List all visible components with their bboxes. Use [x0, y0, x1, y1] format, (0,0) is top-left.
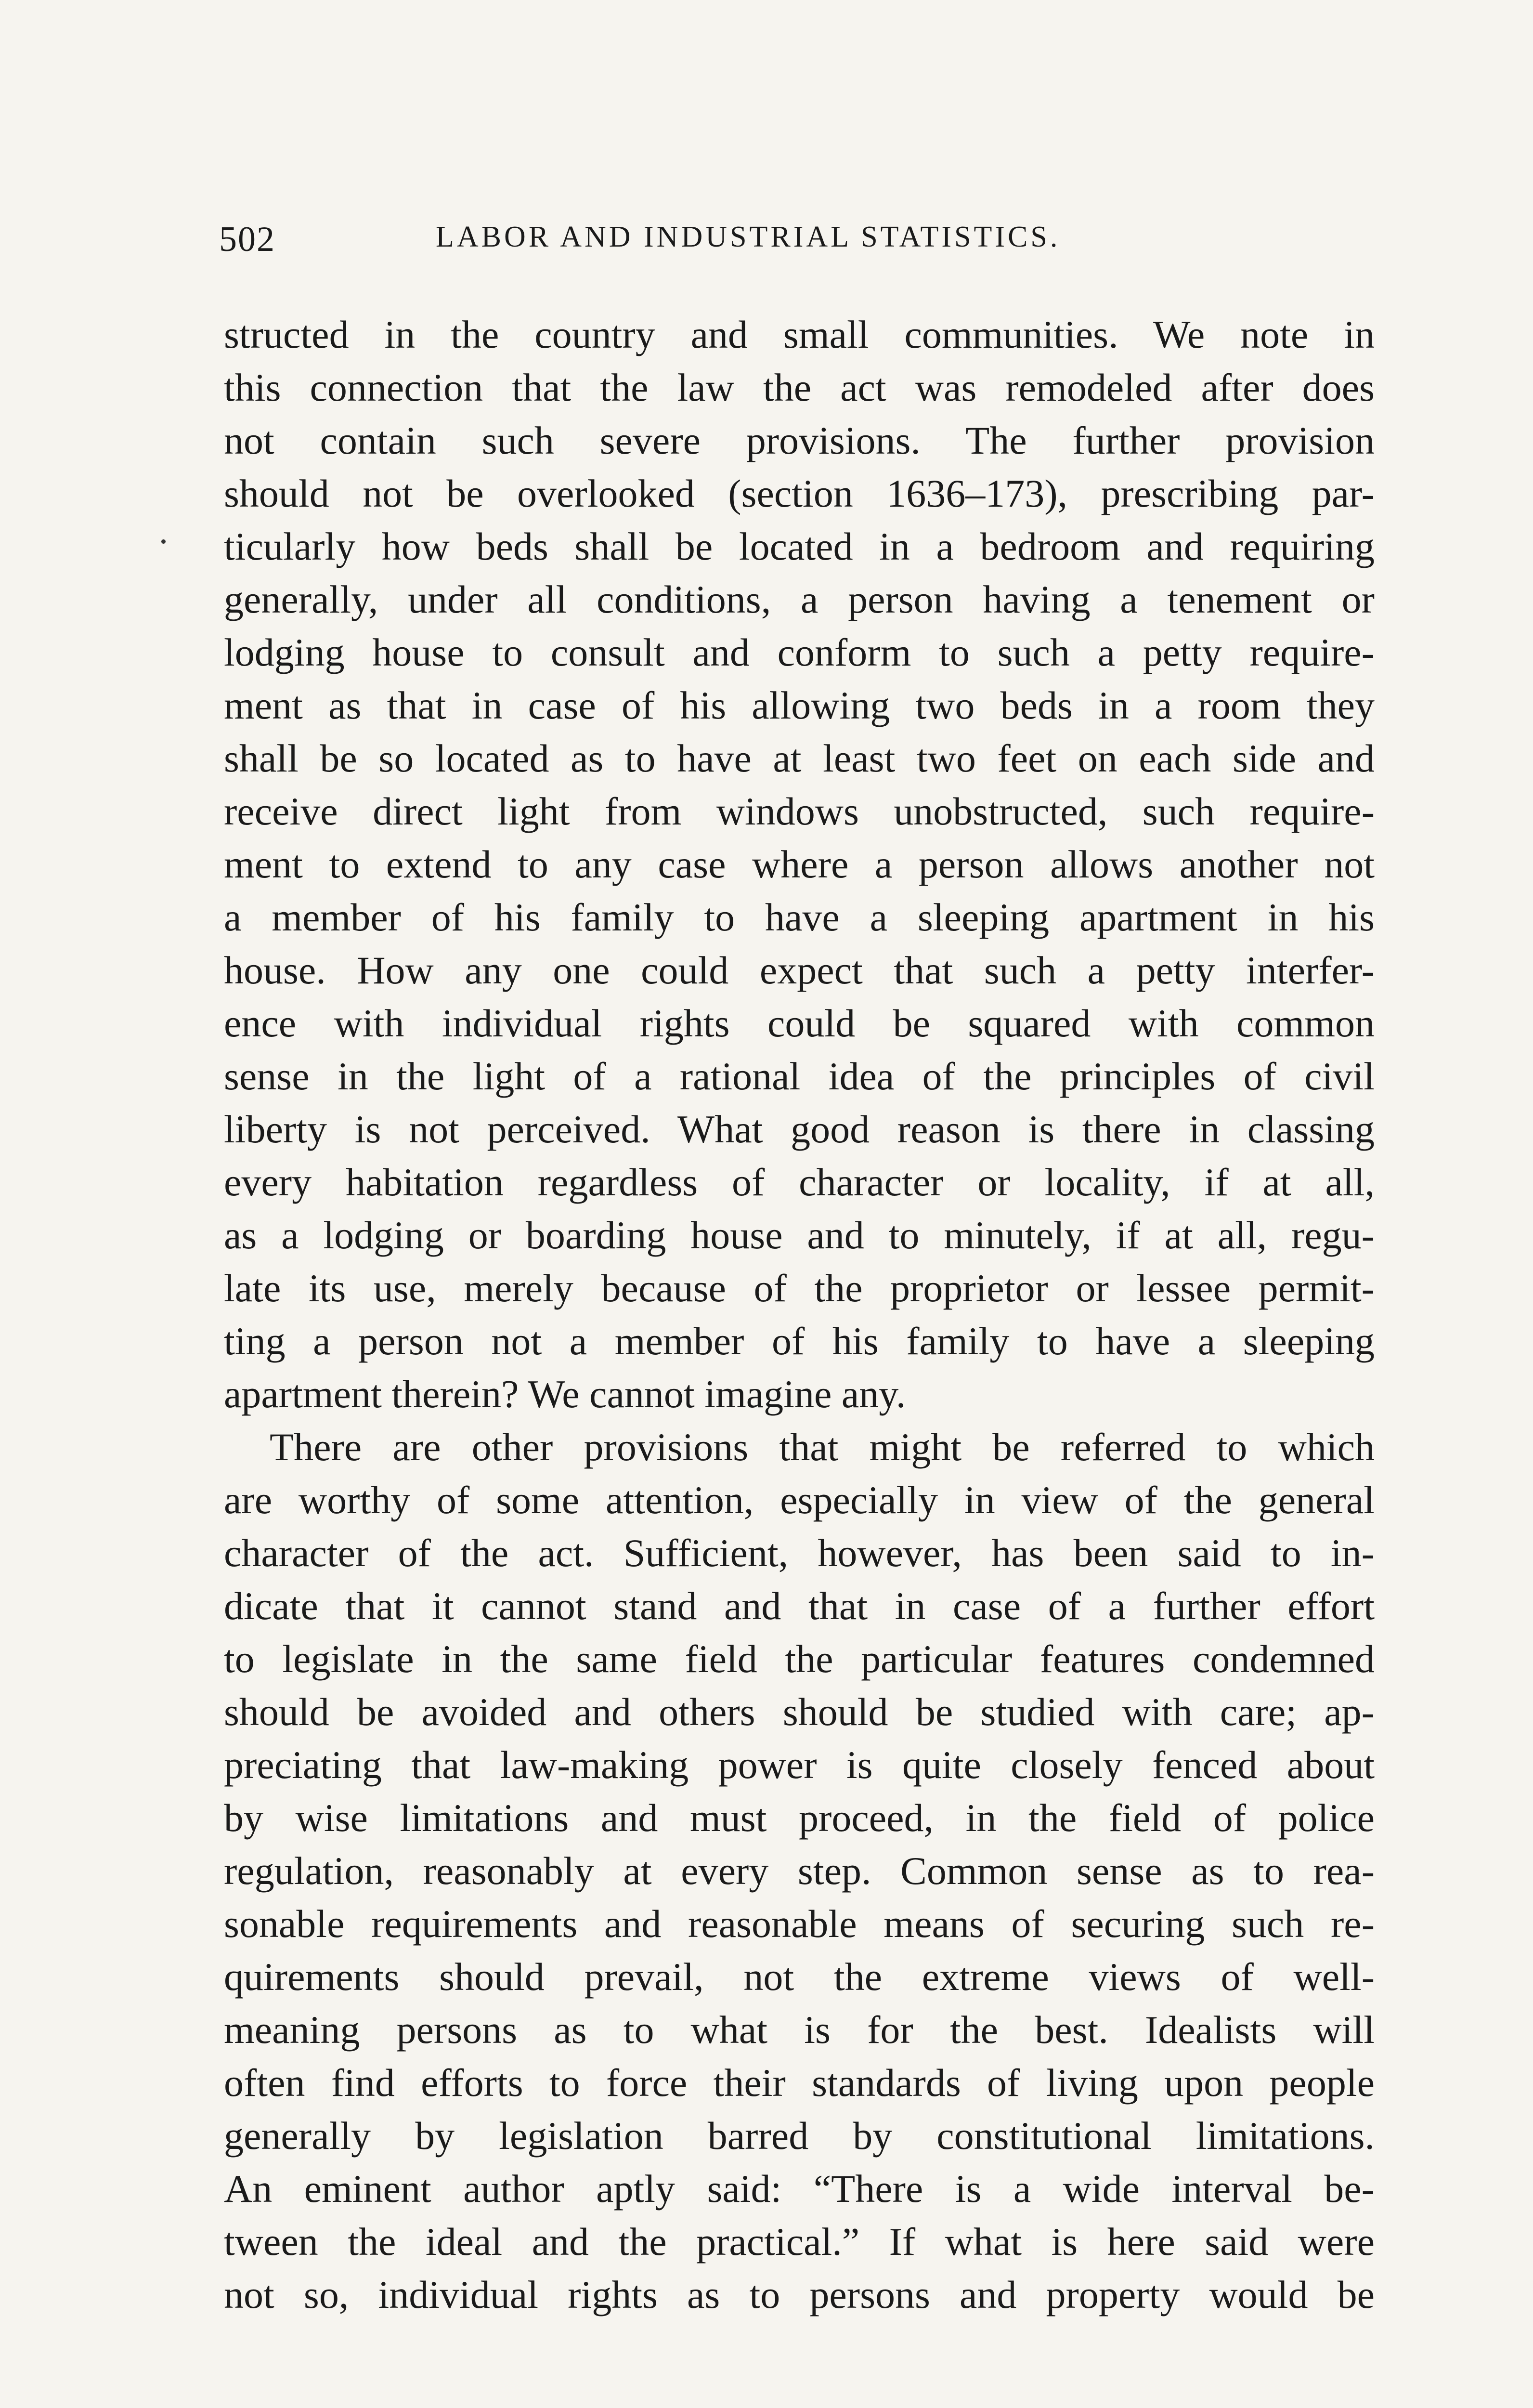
text-line: ting a person not a member of his family to have a sleeping — [224, 1319, 1375, 1363]
text-line: late its use, merely because of the proprietor or lessee permit- — [224, 1266, 1375, 1310]
text-line: ment to extend to any case where a person allows another not — [224, 842, 1375, 886]
text-line: generally, under all conditions, a person having a tenement or — [224, 577, 1375, 621]
text-line: every habitation regardless of character or locality, if at all, — [224, 1160, 1375, 1204]
text-line: ence with individual rights could be squared with common — [224, 1001, 1375, 1045]
text-line: dicate that it cannot stand and that in case of a further effort — [224, 1584, 1375, 1628]
text-line: character of the act. Sufficient, however, has been said to in- — [224, 1531, 1375, 1575]
text-line: to legislate in the same field the particular features condemned — [224, 1637, 1375, 1681]
text-line: not so, individual rights as to persons and property would be — [224, 2273, 1375, 2316]
margin-speck — [161, 539, 166, 544]
page-header — [219, 219, 1379, 267]
paragraph-1 — [224, 308, 1375, 1421]
text-line: house. How any one could expect that such a petty interfer- — [224, 948, 1375, 992]
text-line: should not be overlooked (section 1636–173), prescribing par- — [224, 471, 1375, 515]
text-line: liberty is not perceived. What good reason is there in classing — [224, 1107, 1375, 1151]
paragraph-2 — [224, 1421, 1375, 2321]
text-line: often find efforts to force their standards of living upon people — [224, 2061, 1375, 2105]
text-line: lodging house to consult and conform to such a petty require- — [224, 630, 1375, 674]
text-line: as a lodging or boarding house and to minutely, if at all, regu- — [224, 1213, 1375, 1257]
text-line: sonable requirements and reasonable means of securing such re- — [224, 1902, 1375, 1946]
text-line: quirements should prevail, not the extreme views of well- — [224, 1955, 1375, 1999]
text-line: structed in the country and small communities. We note in — [224, 313, 1375, 356]
text-line: An eminent author aptly said: “There is a wide interval be- — [224, 2167, 1375, 2211]
text-line: a member of his family to have a sleeping apartment in his — [224, 895, 1375, 939]
text-line: ticularly how beds shall be located in a bedroom and requiring — [224, 524, 1375, 568]
text-line: not contain such severe provisions. The further provision — [224, 419, 1375, 462]
text-line: this connection that the law the act was remodeled after does — [224, 366, 1375, 409]
text-line: receive direct light from windows unobstructed, such require- — [224, 789, 1375, 833]
running-head: LABOR AND INDUSTRIAL STATISTICS. — [436, 221, 1061, 253]
text-line: preciating that law-making power is quite closely fenced about — [224, 1743, 1375, 1787]
text-line: sense in the light of a rational idea of the principles of civil — [224, 1054, 1375, 1098]
text-line: meaning persons as to what is for the best. Idealists will — [224, 2008, 1375, 2052]
text-line: generally by legislation barred by constitutional limitations. — [224, 2114, 1375, 2158]
text-line: apartment therein? We cannot imagine any. — [224, 1372, 906, 1416]
body-text — [224, 308, 1375, 2321]
text-line: ment as that in case of his allowing two beds in a room they — [224, 683, 1375, 727]
page-number: 502 — [219, 220, 275, 259]
text-line: shall be so located as to have at least two feet on each side and — [224, 736, 1375, 780]
text-line: tween the ideal and the practical.” If what is here said were — [224, 2220, 1375, 2264]
text-line: by wise limitations and must proceed, in the field of police — [224, 1796, 1375, 1840]
text-line: regulation, reasonably at every step. Common sense as to rea- — [224, 1849, 1375, 1893]
text-line: are worthy of some attention, especially in view of the general — [224, 1478, 1375, 1522]
text-line: There are other provisions that might be referred to which — [270, 1425, 1375, 1469]
text-line: should be avoided and others should be studied with care; ap- — [224, 1690, 1375, 1734]
